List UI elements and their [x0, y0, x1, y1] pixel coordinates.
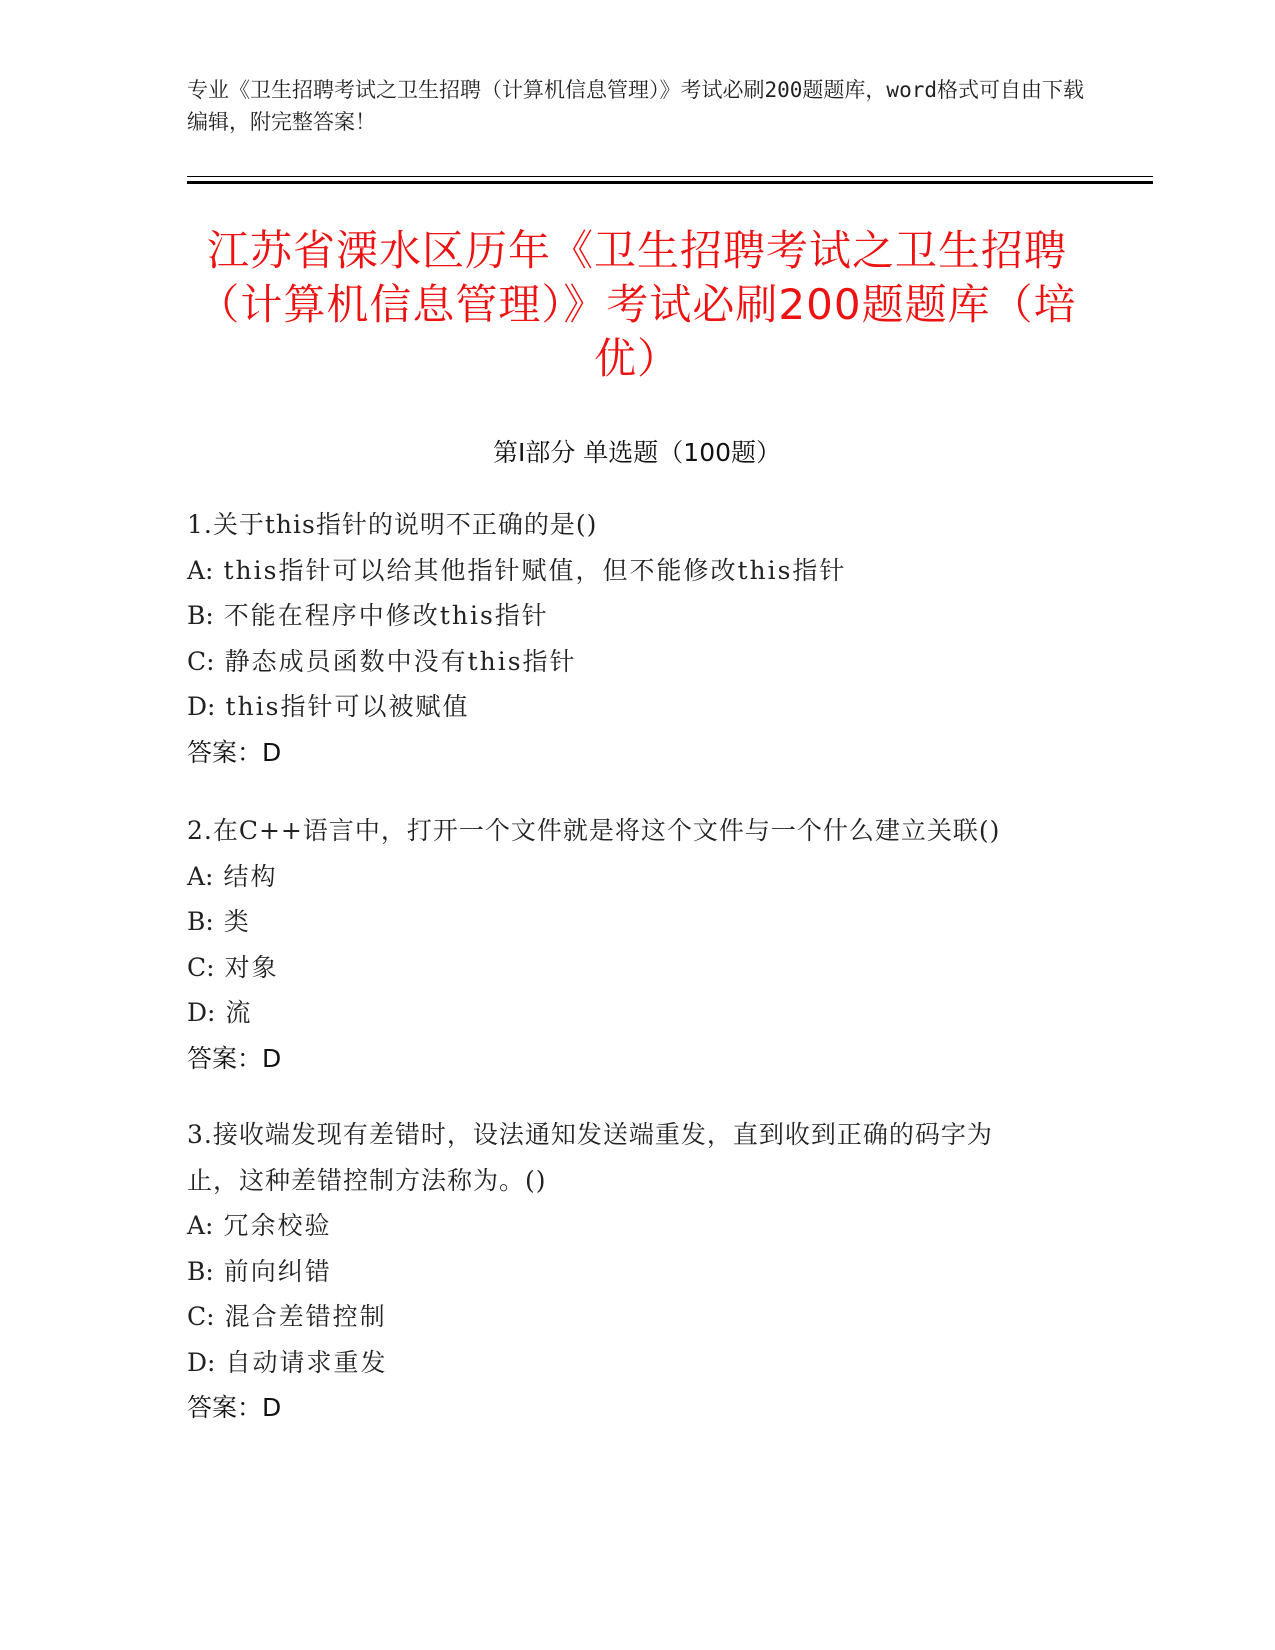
option-text: 混合差错控制: [224, 1302, 387, 1331]
option-d: [187, 990, 1067, 1036]
question-stem: 1.关于this指针的说明不正确的是(): [187, 510, 598, 539]
option-text: 结构: [223, 861, 278, 891]
option-a: [187, 1203, 1037, 1249]
question-1: [187, 502, 1067, 775]
answer-value: D: [262, 1043, 282, 1073]
option-key: A:: [187, 555, 214, 585]
header-note: 专业《卫生招聘考试之卫生招聘（计算机信息管理）》考试必刷200题题库，word格式可自由下载编辑，附完整答案！: [187, 78, 1084, 134]
option-key: B:: [187, 1256, 214, 1286]
option-b: [187, 593, 1067, 639]
option-a: [187, 854, 1067, 900]
header-divider-thin: [187, 176, 1153, 177]
option-text: 自动请求重发: [225, 1347, 388, 1377]
answer-label: 答案：: [187, 737, 263, 767]
option-key: D:: [187, 998, 216, 1027]
option-text: 对象: [224, 952, 279, 982]
document-title: 江苏省溧水区历年《卫生招聘考试之卫生招聘（计算机信息管理）》考试必刷200题题库（培优）: [197, 226, 1077, 383]
answer-line: [187, 730, 1067, 776]
section-heading: 第I部分 单选题（100题）: [492, 438, 782, 467]
option-text: this指针可以给其他指针赋值，但不能修改this指针: [223, 555, 847, 585]
option-key: D:: [187, 1347, 216, 1377]
option-b: [187, 899, 1067, 945]
option-key: B:: [187, 907, 214, 936]
option-key: C:: [187, 646, 215, 676]
question-stem: 3.接收端发现有差错时，设法通知发送端重发，直到收到正确的码字为止，这种差错控制方法称为。(): [187, 1120, 993, 1195]
option-key: C:: [187, 952, 215, 982]
option-text: 类: [223, 907, 251, 936]
option-a: [187, 548, 1067, 594]
question-3: [187, 1112, 1037, 1431]
answer-label: 答案：: [187, 1393, 263, 1422]
option-key: A:: [187, 861, 214, 891]
option-key: D:: [187, 692, 216, 721]
option-d: [187, 684, 1067, 730]
answer-value: D: [262, 1393, 282, 1422]
option-c: [187, 945, 1067, 991]
option-key: C:: [187, 1302, 215, 1331]
option-c: [187, 639, 1067, 685]
option-text: 静态成员函数中没有this指针: [224, 646, 577, 676]
option-text: 不能在程序中修改this指针: [223, 601, 549, 630]
option-text: this指针可以被赋值: [225, 692, 470, 721]
header-divider-thick: [187, 181, 1153, 184]
option-text: 前向纠错: [223, 1256, 332, 1286]
option-b: [187, 1249, 1037, 1295]
answer-line: [187, 1036, 1067, 1082]
option-key: A:: [187, 1211, 214, 1240]
option-key: B:: [187, 601, 214, 630]
option-d: [187, 1340, 1037, 1386]
answer-value: D: [262, 737, 282, 767]
option-text: 冗余校验: [223, 1211, 332, 1240]
question-stem: 2.在C++语言中，打开一个文件就是将这个文件与一个什么建立关联(): [187, 816, 1001, 845]
question-2: [187, 808, 1067, 1081]
option-text: 流: [225, 998, 253, 1027]
answer-line: [187, 1385, 1037, 1431]
answer-label: 答案：: [187, 1043, 263, 1073]
option-c: [187, 1294, 1037, 1340]
